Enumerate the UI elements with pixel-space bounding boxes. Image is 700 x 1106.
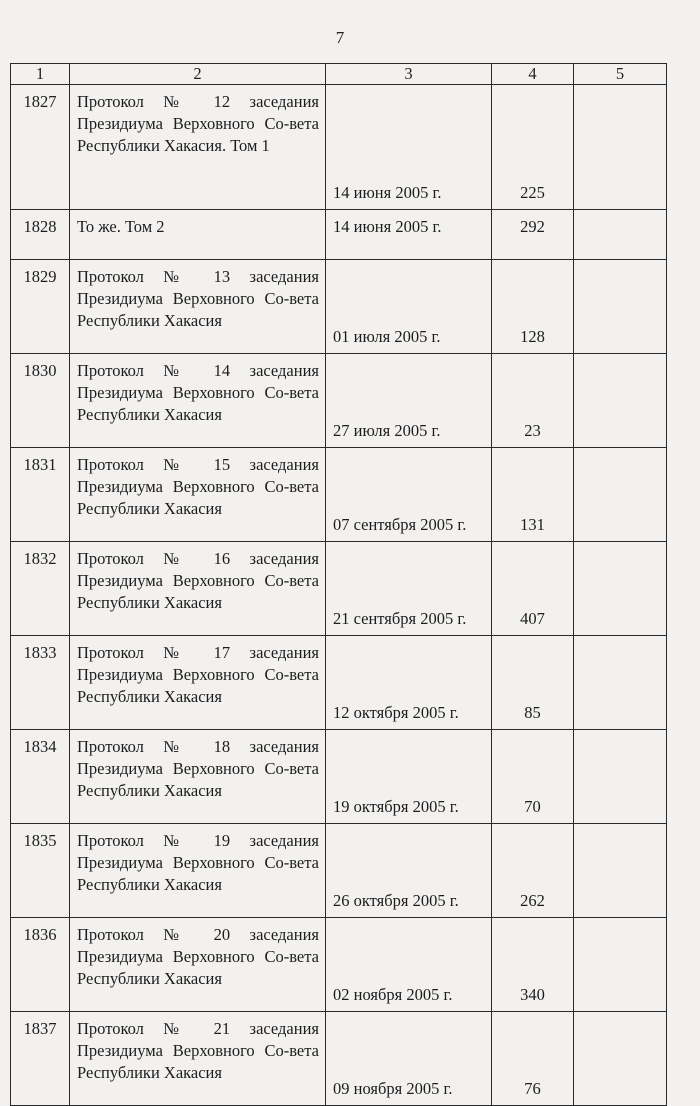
case-title [70, 918, 326, 1012]
case-date: 07 сентября 2005 г. [326, 448, 492, 542]
case-note [574, 636, 667, 730]
table-row [11, 1012, 667, 1106]
case-title-text: Протокол № 21 заседания Президиума Верховного Со-вета Республики Хакасия [77, 1019, 319, 1082]
case-title-text: Протокол № 13 заседания Президиума Верховного Со-вета Республики Хакасия [77, 267, 319, 330]
table-row [11, 448, 667, 542]
table-row [11, 824, 667, 918]
case-title-text: Протокол № 19 заседания Президиума Верховного Со-вета Республики Хакасия [77, 831, 319, 894]
sheet-count: 262 [492, 824, 574, 918]
case-number: 1827 [11, 85, 70, 210]
case-date: 21 сентября 2005 г. [326, 542, 492, 636]
case-note [574, 448, 667, 542]
case-title-text: Протокол № 15 заседания Президиума Верховного Со-вета Республики Хакасия [77, 455, 319, 518]
sheet-count: 76 [492, 1012, 574, 1106]
sheet-count: 340 [492, 918, 574, 1012]
case-number: 1833 [11, 636, 70, 730]
case-title-text: Протокол № 12 заседания Президиума Верховного Со-вета Республики Хакасия. Том 1 [77, 92, 319, 155]
case-note [574, 354, 667, 448]
case-title-text: Протокол № 18 заседания Президиума Верховного Со-вета Республики Хакасия [77, 737, 319, 800]
case-title-text: Протокол № 16 заседания Президиума Верховного Со-вета Республики Хакасия [77, 549, 319, 612]
case-title-text: Протокол № 14 заседания Президиума Верховного Со-вета Республики Хакасия [77, 361, 319, 424]
case-number: 1834 [11, 730, 70, 824]
column-number-row [11, 64, 667, 85]
case-title [70, 730, 326, 824]
case-number: 1837 [11, 1012, 70, 1106]
case-title [70, 85, 326, 210]
page-number: 7 [335, 28, 345, 47]
case-title [70, 824, 326, 918]
case-note [574, 1012, 667, 1106]
table-row [11, 260, 667, 354]
table-row [11, 730, 667, 824]
case-title-text: Протокол № 17 заседания Президиума Верховного Со-вета Республики Хакасия [77, 643, 319, 706]
case-date: 02 ноября 2005 г. [326, 918, 492, 1012]
column-number-2: 2 [70, 64, 326, 85]
column-number-5: 5 [574, 64, 667, 85]
case-title [70, 542, 326, 636]
case-date: 14 июня 2005 г. [326, 210, 492, 260]
case-title [70, 636, 326, 730]
case-note [574, 210, 667, 260]
case-date: 14 июня 2005 г. [326, 85, 492, 210]
case-date: 01 июля 2005 г. [326, 260, 492, 354]
table-row [11, 85, 667, 210]
table-row [11, 636, 667, 730]
case-note [574, 260, 667, 354]
case-number: 1836 [11, 918, 70, 1012]
table-row [11, 354, 667, 448]
case-note [574, 730, 667, 824]
case-note [574, 918, 667, 1012]
table-row [11, 918, 667, 1012]
case-number: 1829 [11, 260, 70, 354]
case-title [70, 1012, 326, 1106]
sheet-count: 70 [492, 730, 574, 824]
table-row [11, 542, 667, 636]
case-date: 27 июля 2005 г. [326, 354, 492, 448]
sheet-count: 225 [492, 85, 574, 210]
case-number: 1828 [11, 210, 70, 260]
sheet-count: 292 [492, 210, 574, 260]
case-number: 1835 [11, 824, 70, 918]
case-title [70, 210, 326, 260]
sheet-count: 131 [492, 448, 574, 542]
sheet-count: 407 [492, 542, 574, 636]
case-number: 1830 [11, 354, 70, 448]
case-title-text: То же. Том 2 [77, 217, 165, 236]
case-note [574, 85, 667, 210]
inventory-table [10, 63, 667, 1106]
table-row [11, 210, 667, 260]
case-date: 12 октября 2005 г. [326, 636, 492, 730]
column-number-3: 3 [326, 64, 492, 85]
case-title [70, 260, 326, 354]
column-number-1: 1 [11, 64, 70, 85]
column-number-4: 4 [492, 64, 574, 85]
case-title [70, 354, 326, 448]
sheet-count: 85 [492, 636, 574, 730]
case-number: 1832 [11, 542, 70, 636]
case-title-text: Протокол № 20 заседания Президиума Верховного Со-вета Республики Хакасия [77, 925, 319, 988]
case-date: 09 ноября 2005 г. [326, 1012, 492, 1106]
case-note [574, 542, 667, 636]
sheet-count: 128 [492, 260, 574, 354]
case-number: 1831 [11, 448, 70, 542]
case-date: 26 октября 2005 г. [326, 824, 492, 918]
case-note [574, 824, 667, 918]
case-date: 19 октября 2005 г. [326, 730, 492, 824]
case-title [70, 448, 326, 542]
sheet-count: 23 [492, 354, 574, 448]
